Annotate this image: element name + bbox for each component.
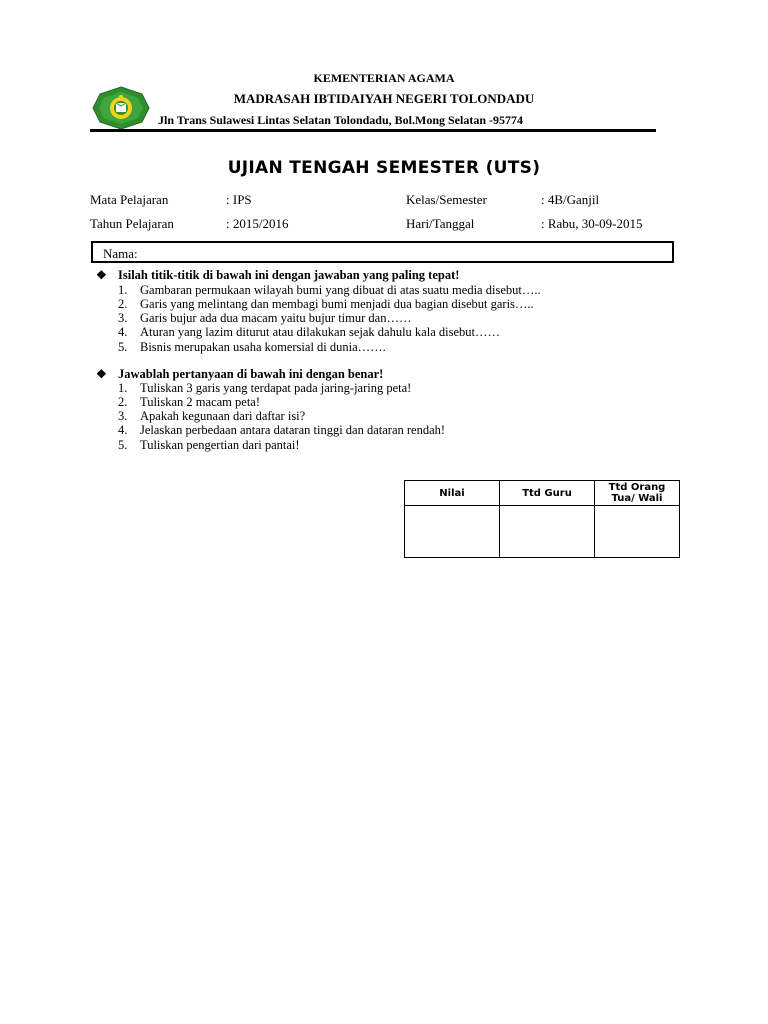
subject-value: : IPS — [226, 192, 252, 207]
teacher-signature-cell[interactable] — [500, 506, 595, 558]
class-label: Kelas/Semester — [406, 192, 487, 207]
list-item: 4. Aturan yang lazim diturut atau dilakukan sejak dahulu kala disebut…… — [118, 325, 500, 339]
grade-cell[interactable] — [405, 506, 500, 558]
teacher-signature-header: Ttd Guru — [500, 481, 595, 506]
list-item: 2. Tuliskan 2 macam peta! — [118, 395, 261, 409]
date-value: : Rabu, 30-09-2015 — [541, 216, 643, 231]
exam-title: UJIAN TENGAH SEMESTER (UTS) — [227, 158, 541, 178]
diamond-bullet-icon: ❖ — [96, 268, 107, 282]
grade-header: Nilai — [405, 481, 500, 506]
parent-signature-cell[interactable] — [595, 506, 680, 558]
subject-label: Mata Pelajaran — [90, 192, 169, 207]
list-item: 3. Garis bujur ada dua macam yaitu bujur timur dan…… — [118, 311, 412, 325]
signature-table — [404, 480, 680, 558]
parent-signature-header: Ttd Orang Tua/ Wali — [595, 481, 680, 506]
ministry-title: KEMENTERIAN AGAMA — [313, 71, 455, 85]
list-item: 1. Gambaran permukaan wilayah bumi yang dibuat di atas suatu media disebut….. — [118, 283, 541, 297]
section1-heading — [96, 268, 459, 283]
section2-heading — [96, 367, 383, 382]
school-name: MADRASAH IBTIDAIYAH NEGERI TOLONDADU — [233, 91, 535, 106]
date-label: Hari/Tanggal — [406, 216, 475, 231]
year-label: Tahun Pelajaran — [90, 216, 174, 231]
header-divider — [90, 129, 656, 132]
list-item: 3. Apakah kegunaan dari daftar isi? — [118, 409, 306, 423]
school-address: Jln Trans Sulawesi Lintas Selatan Tolondadu, Bol.Mong Selatan -95774 — [158, 113, 523, 127]
list-item: 5. Tuliskan pengertian dari pantai! — [118, 438, 300, 452]
class-value: : 4B/Ganjil — [541, 192, 600, 207]
section1-heading-text: Isilah titik-titik di bawah ini dengan jawaban yang paling tepat! — [118, 268, 460, 282]
year-value: : 2015/2016 — [226, 216, 289, 231]
list-item: 5. Bisnis merupakan usaha komersial di dunia……. — [118, 340, 386, 354]
section2-heading-text: Jawablah pertanyaan di bawah ini dengan benar! — [118, 367, 384, 381]
diamond-bullet-icon: ❖ — [96, 367, 107, 381]
name-field[interactable] — [91, 241, 674, 263]
list-item: 1. Tuliskan 3 garis yang terdapat pada jaring-jaring peta! — [118, 381, 412, 395]
name-label: Nama: — [103, 246, 138, 261]
list-item: 4. Jelaskan perbedaan antara dataran tinggi dan dataran rendah! — [118, 423, 446, 437]
list-item: 2. Garis yang melintang dan membagi bumi menjadi dua bagian disebut garis….. — [118, 297, 534, 311]
